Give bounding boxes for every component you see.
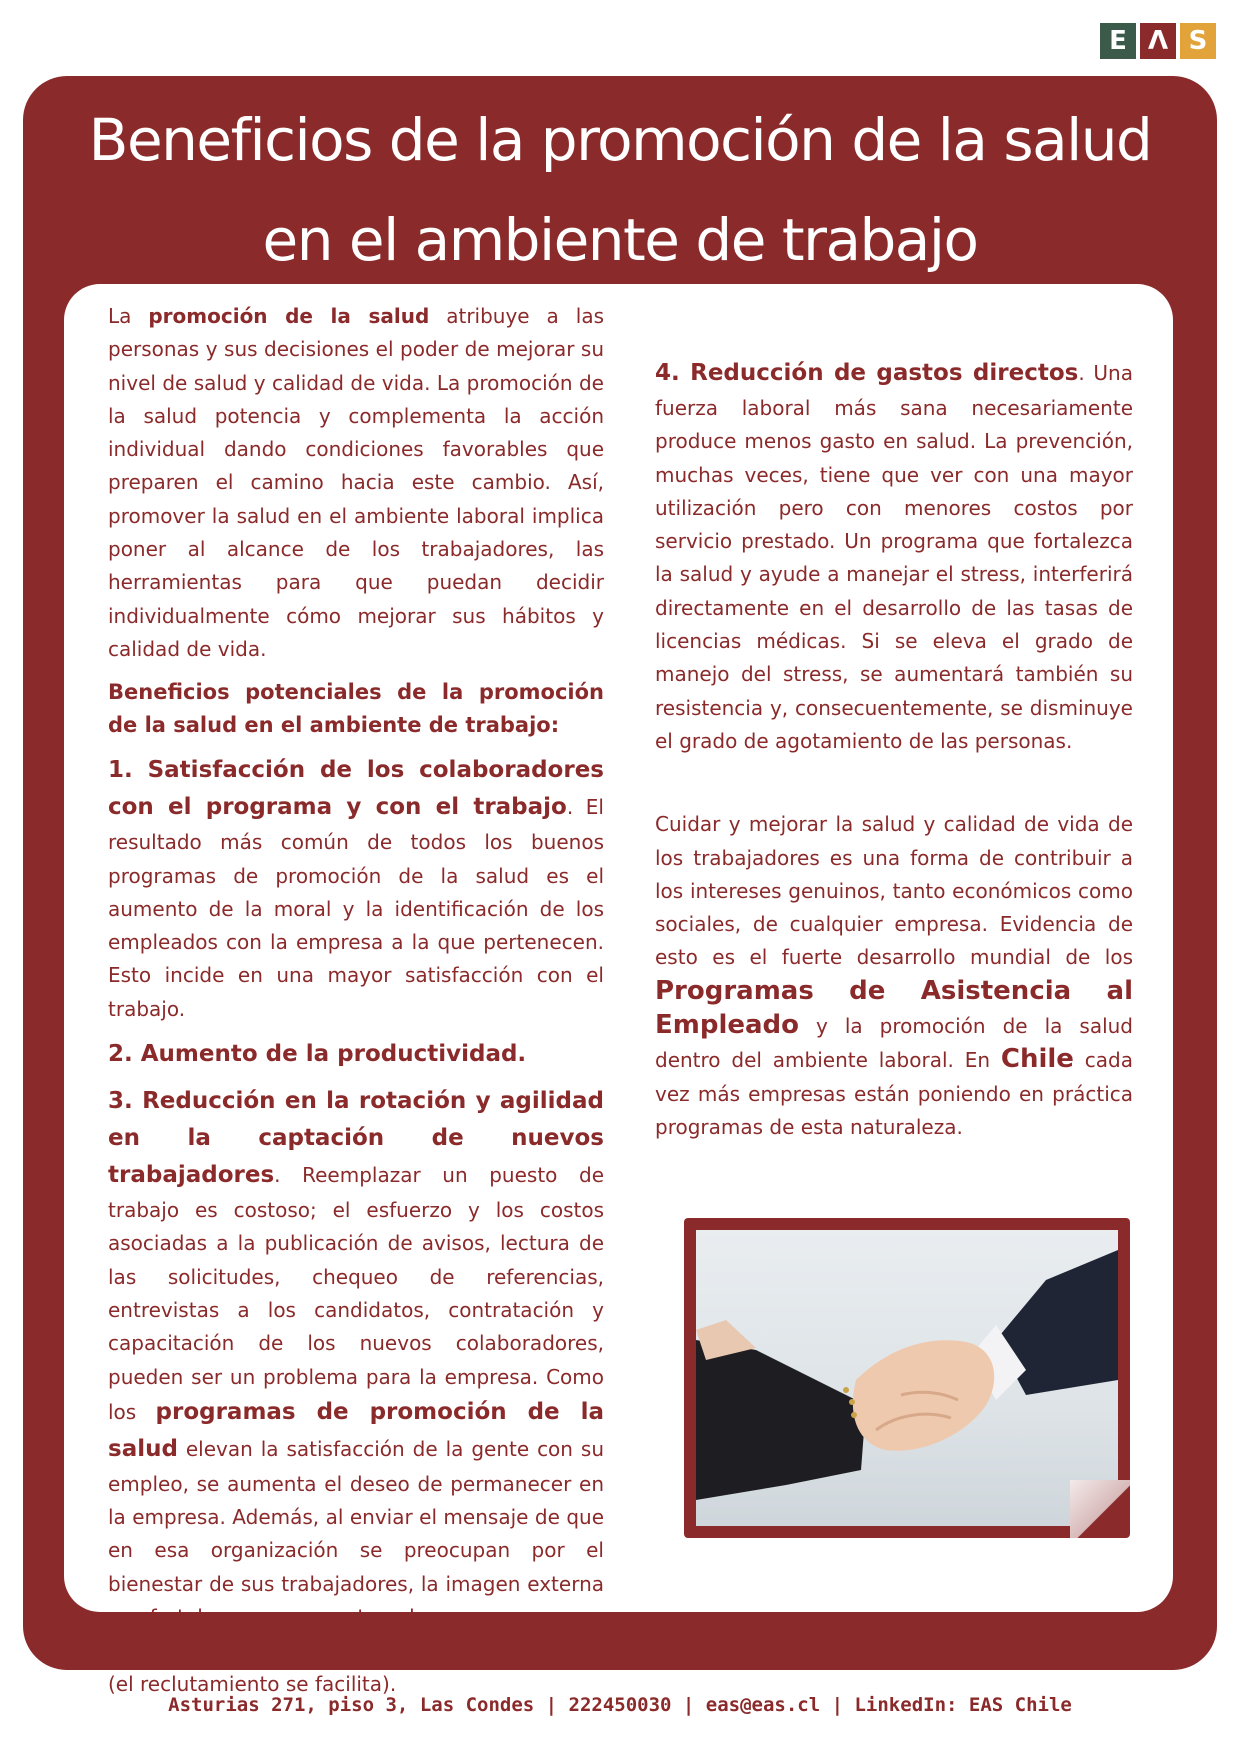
benefit-4-text: . Una fuerza laboral más sana necesariamente produce menos gasto en salud. La prevención, muchas veces, tiene que ver con una mayor utilización pero con menores costos por servicio prestado. Un programa que fortalezca la salud y ayude a manejar el stress, interferirá directamente en el desarrollo de las tasas de licencias médicas. Si se eleva el grado de manejo del stress, se aumentará también su resistencia y, consecuentemente, se disminuye el grado de agotamiento de las personas. bbox=[655, 361, 1133, 753]
closing-text-c: cada vez más empresas están poniendo en práctica programas de esta naturaleza. bbox=[655, 1048, 1134, 1139]
left-column bbox=[108, 300, 604, 1711]
closing-bold-eap: Programas de Asistencia al Empleado bbox=[655, 975, 1133, 1041]
page-curl-decoration bbox=[1070, 1480, 1130, 1538]
benefit-2-heading: 2. Aumento de la productividad. bbox=[108, 1041, 527, 1068]
handshake-image bbox=[696, 1230, 1118, 1526]
title-line-2: en el ambiente de trabajo bbox=[262, 206, 978, 274]
benefit-4-heading: 4. Reducción de gastos directos bbox=[655, 360, 1079, 386]
benefit-3-text-b: elevan la satisfacción de la gente con su empleo, se aumenta el deseo de permanecer en la empresa. Además, al enviar el mensaje de que en esa organización se preocupan por el bienestar de sus trabajadores, la imagen externa se fortalece y aumentan las personas que desean ingresar a formar parte de la compañía (el reclutamiento se facilita). bbox=[108, 1436, 604, 1696]
closing-text-a: Cuidar y mejorar la salud y calidad de vida de los trabajadores es una forma de contribuir a los intereses genuinos, tanto económicos como sociales, de cualquier empresa. Evidencia de esto es el fuerte desarrollo mundial de los bbox=[655, 812, 1133, 970]
benefit-2 bbox=[108, 1036, 604, 1073]
benefit-1-heading: 1. Satisfacción de los colaboradores con el programa y con el trabajo bbox=[108, 757, 604, 821]
benefits-subheading: Beneficios potenciales de la promoción de la salud en el ambiente de trabajo: bbox=[108, 680, 604, 738]
logo-letter-a: Λ bbox=[1140, 23, 1176, 59]
footer-contact: Asturias 271, piso 3, Las Condes | 222450030 | eas@eas.cl | LinkedIn: EAS Chile bbox=[168, 1694, 1072, 1716]
benefit-3-heading: 3. Reducción en la rotación y agilidad en la captación de nuevos trabajadores bbox=[108, 1088, 604, 1189]
logo-letter-e: E bbox=[1100, 23, 1136, 59]
page-title bbox=[40, 90, 1200, 290]
benefit-4 bbox=[655, 355, 1133, 758]
title-line-1: Beneficios de la promoción de la salud bbox=[88, 106, 1152, 174]
eas-logo bbox=[1100, 23, 1216, 59]
intro-bold: promoción de la salud bbox=[148, 304, 430, 328]
handshake-illustration bbox=[696, 1230, 1118, 1526]
intro-paragraph bbox=[108, 300, 604, 666]
intro-text-a: La bbox=[108, 304, 149, 328]
benefit-3-text-a: . Reemplazar un puesto de trabajo es costoso; el esfuerzo y los costos asociadas a la publicación de avisos, lectura de las solicitudes, chequeo de referencias, entrevistas a los candidatos, contratación y capacitación de los nuevos colaboradores, pueden ser un problema para la empresa. Como los bbox=[108, 1163, 604, 1424]
intro-text-b: atribuye a las personas y sus decisiones el poder de mejorar su nivel de salud y calidad de vida. La promoción de la salud potencia y complementa la acción individual dando condiciones favorables que preparen el camino hacia este cambio. Así, promover la salud en el ambiente laboral implica poner al alcance de los trabajadores, las herramientas para que puedan decidir individualmente cómo mejorar sus hábitos y calidad de vida. bbox=[108, 304, 604, 661]
closing-text-b: y la promoción de la salud dentro del ambiente laboral. En bbox=[655, 1014, 1133, 1073]
logo-letter-s: S bbox=[1180, 23, 1216, 59]
benefit-3 bbox=[108, 1083, 604, 1701]
benefit-1 bbox=[108, 752, 604, 1026]
benefit-3-bold: programas de promoción de la salud bbox=[108, 1398, 604, 1462]
benefit-1-text: . El resultado más común de todos los buenos programas de promoción de la salud es el aumento de la moral y la identificación de los empleados con la empresa a la que pertenecen. Esto incide en una mayor satisfacción con el trabajo. bbox=[108, 795, 604, 1021]
closing-paragraph bbox=[655, 808, 1133, 1144]
right-column bbox=[655, 355, 1133, 1154]
closing-bold-chile: Chile bbox=[1000, 1044, 1074, 1075]
